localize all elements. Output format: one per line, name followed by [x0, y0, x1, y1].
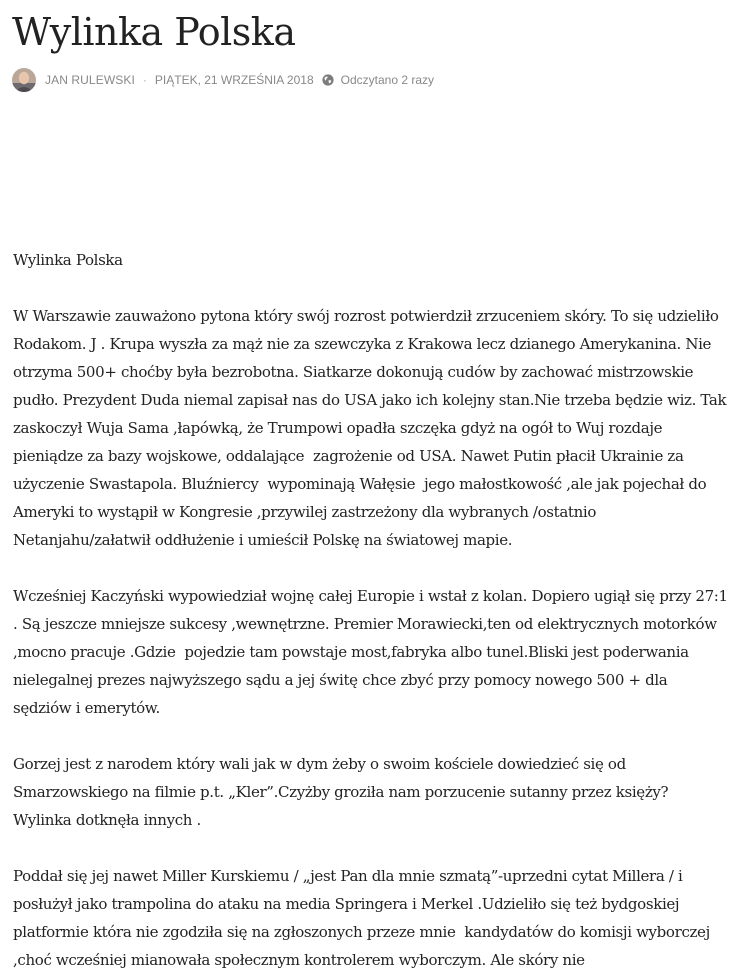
author-avatar[interactable]: [12, 68, 36, 92]
paragraph: Gorzej jest z narodem który wali jak w dym żeby o swoim kościele dowiedzieć się od Smarzowskiego na filmie p.t. „Kler”.Czyżby groziła nam porzucenie sutanny przez księży? Wylinka dotknęła innych .: [13, 755, 673, 829]
paragraph: Wcześniej Kaczyński wypowiedział wojnę całej Europie i wstał z kolan. Dopiero ugiął się przy 27:1 . Są jeszcze mniejsze sukcesy ,wewnętrzne. Premier Morawiecki,ten od elektrycznych motorków ,mocno pracuje .Gdzie pojedzie tam powstaje most,fabryka albo tunel.Bliski jest poderwania nielegalnej prezes najwyższego sądu a jej świtę chce zbyć przy pomocy nowego 500 + dla sędziów i emerytów.: [13, 587, 733, 717]
view-count: Odczytano 2 razy: [340, 73, 434, 87]
author-name[interactable]: JAN RULEWSKI: [45, 73, 135, 87]
paragraph: Poddał się jej nawet Miller Kurskiemu / „jest Pan dla mnie szmatą”-uprzedni cytat Millera / i posłużył jako trampolina do ataku na media Springera i Merkel .Udzieliło się też bydgoskiej platformie która nie zgodziła się na zgłoszonych przeze mnie kandydatów do komisji wyborczej ,choć wcześniej mianowała społecznym kontrolerem wyborczym. Ale skóry nie: [13, 867, 715, 969]
globe-icon: [322, 74, 334, 86]
paragraph: Wylinka Polska: [13, 251, 123, 269]
article-meta: [12, 67, 434, 93]
article-body: [13, 246, 733, 972]
article-title: Wylinka Polska: [12, 10, 296, 54]
paragraph: W Warszawie zauważono pytona który swój rozrost potwierdził zrzuceniem skóry. To się udzieliło Rodakom. J . Krupa wyszła za mąż nie za szewczyka z Krakowa lecz dzianego Amerykanina. Nie otrzyma 500+ choćby była bezrobotna. Siatkarze dokonują cudów by zachować mistrzowskie pudło. Prezydent Duda niemal zapisał nas do USA jako ich kolejny stan.Nie trzeba będzie wiz. Tak zaskoczył Wuja Sama ,łapówką, że Trumpowi opadła szczęka gdyż na ogół to Wuj rozdaje pieniądze za bazy wojskowe, oddalające zagrożenie od USA. Nawet Putin płacił Ukrainie za użyczenie Swastapola. Bluźniercy wypominają Wałęsie jego małostkowość ,ale jak pojechał do Ameryki to wystąpił w Kongresie ,przywilej zastrzeżony dla wybranych /ostatnio Netanjahu/załatwił oddłużenie i umieścił Polskę na światowej mapie.: [13, 307, 731, 549]
publish-date: PIĄTEK, 21 WRZEŚNIA 2018: [154, 73, 314, 87]
meta-separator: ·: [142, 73, 147, 87]
